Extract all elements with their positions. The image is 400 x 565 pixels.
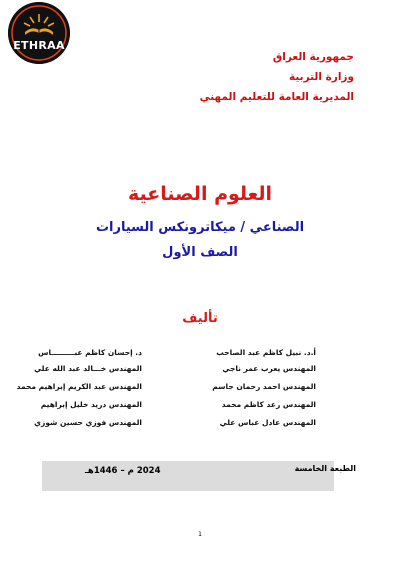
author-left-4: المهندس دريد خليل إبراهيم (40, 400, 142, 409)
author-right-5: المهندس عادل عباس علي (219, 418, 316, 427)
publication-year: 2024 م – 1446هـ (85, 466, 161, 476)
author-left-1: د. إحسان كاظم عبـــــــــاس (38, 348, 142, 357)
page-number: 1 (198, 531, 202, 538)
author-left-2: المهندس خـــالد عبد الله علي (34, 364, 142, 373)
header-country: جمهورية العراق (272, 51, 354, 63)
author-left-5: المهندس فوزي حسين شوزي (34, 418, 142, 427)
edition-label: الطبعة الخامسة (294, 464, 356, 473)
book-subtitle: الصناعي / ميكاترونكس السيارات (95, 220, 305, 235)
institution-header (200, 47, 354, 107)
ethraa-logo (8, 2, 70, 64)
header-ministry: وزارة التربية (288, 71, 354, 83)
logo-text: ETHRAA (13, 39, 65, 52)
header-directorate: المديرية العامة للتعليم المهني (199, 91, 354, 103)
author-right-1: أ.د. نبيل كاظم عبد الصاحب (216, 348, 316, 357)
logo-emblem-icon (8, 2, 70, 64)
book-title: العلوم الصناعية (127, 183, 273, 205)
author-right-3: المهندس احمد رحمان جاسم (212, 382, 316, 391)
author-left-3: المهندس عبد الكريم إبراهيم محمد (16, 382, 142, 391)
book-grade: الصف الأول (162, 245, 238, 260)
authorship-label: تأليف (182, 311, 218, 326)
author-right-2: المهندس يعرب عمر ناجي (222, 364, 316, 373)
author-right-4: المهندس رعد كاظم محمد (221, 400, 316, 409)
